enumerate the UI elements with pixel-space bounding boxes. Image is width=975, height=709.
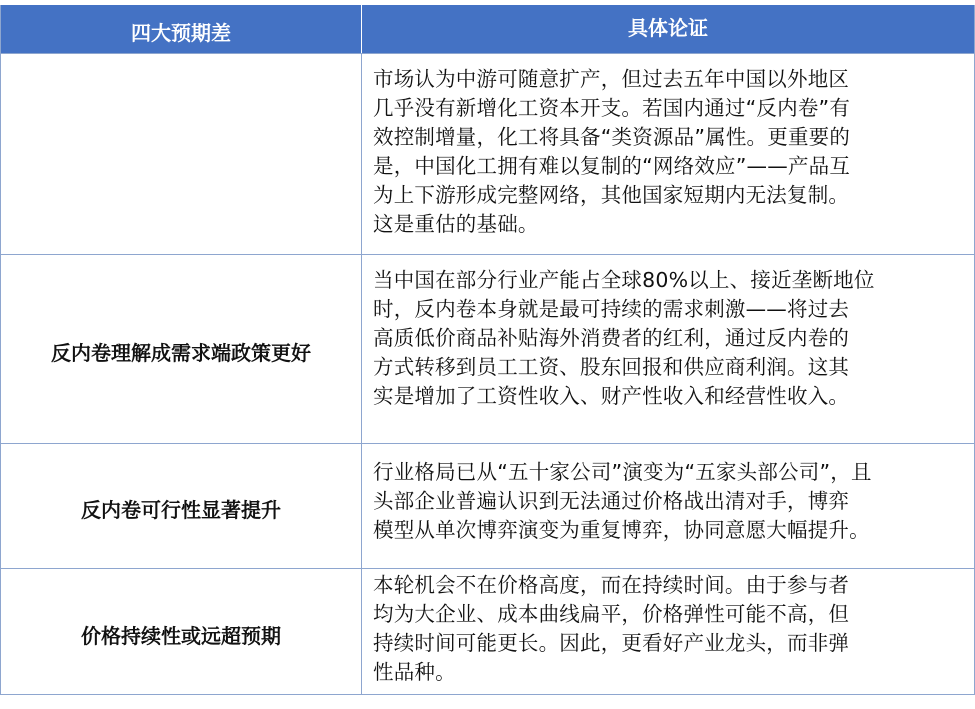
row-title xyxy=(1,54,362,254)
row-argument: 当中国在部分行业产能占全球80%以上、接近垄断地位 时，反内卷本身就是最可持续的需求刺激——将过去 高质低价商品补贴海外消费者的红利，通过反内卷的 方式转移到员工工资、股东回报和供应商利润。这其 实是增加了工资性收入、财产性收入和经营性收入。 xyxy=(373,268,875,408)
table-header xyxy=(1,5,974,53)
table-row xyxy=(1,53,974,254)
row-argument: 本轮机会不在价格高度，而在持续时间。由于参与者 均为大企业、成本曲线扁平，价格弹性可能不高，但 持续时间可能更长。因此，更看好产业龙头，而非弹 性品种。 xyxy=(373,573,850,684)
row-title: 反内卷理解成需求端政策更好 xyxy=(1,255,362,443)
header-cell-arguments: 具体论证 xyxy=(628,16,708,40)
header-cell-gaps: 四大预期差 xyxy=(1,5,362,53)
row-title: 价格持续性或远超预期 xyxy=(1,569,362,695)
table-row xyxy=(1,568,974,695)
row-title: 反内卷可行性显著提升 xyxy=(1,444,362,568)
table-row xyxy=(1,443,974,568)
row-argument: 行业格局已从“五十家公司”演变为“五家头部公司”，且 头部企业普遍认识到无法通过价格战出清对手，博弈 模型从单次博弈演变为重复博弈，协同意愿大幅提升。 xyxy=(373,460,872,542)
row-argument: 市场认为中游可随意扩产，但过去五年中国以外地区 几乎没有新增化工资本开支。若国内通过“反内卷”有 效控制增量，化工将具备“类资源品”属性。更重要的 是，中国化工拥有难以复制的“网络效应”——产品互 为上下游形成完整网络，其他国家短期内无法复制。 这是重估的基础。 xyxy=(373,67,851,236)
expectation-gap-table xyxy=(0,5,975,695)
table-row xyxy=(1,254,974,443)
